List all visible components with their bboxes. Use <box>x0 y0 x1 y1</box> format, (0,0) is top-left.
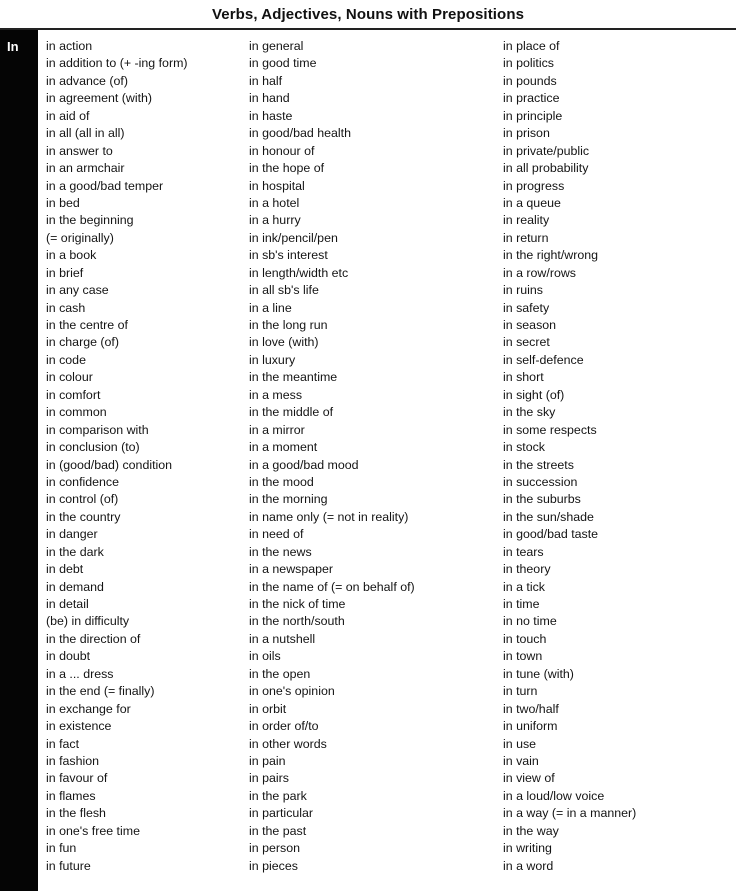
phrase-item: in stock <box>503 440 546 455</box>
phrase-item: in the beginning <box>46 213 134 228</box>
phrase-item: in danger <box>46 527 98 542</box>
phrase-item: in the park <box>249 788 307 803</box>
phrase-item: in tune (with) <box>503 666 574 681</box>
phrase-item: in the past <box>249 823 307 838</box>
phrase-item: in all probability <box>503 161 589 176</box>
phrase-item: in pairs <box>249 771 289 786</box>
phrase-item: in debt <box>46 562 84 577</box>
phrase-item: in the news <box>249 544 312 559</box>
phrase-item: in succession <box>503 474 578 489</box>
phrase-item: in colour <box>46 370 93 385</box>
phrase-item: in love (with) <box>249 335 319 350</box>
phrase-item: in the end (= finally) <box>46 684 155 699</box>
phrase-item: in politics <box>503 56 554 71</box>
phrase-item: in any case <box>46 283 109 298</box>
phrase-item: in a moment <box>249 440 318 455</box>
phrase-item: in touch <box>503 631 547 646</box>
phrase-item: in self-defence <box>503 352 584 367</box>
phrase-item: in fact <box>46 736 80 751</box>
phrase-item: in future <box>46 858 91 873</box>
phrase-item: in time <box>503 597 540 611</box>
phrase-item: in place of <box>503 39 560 53</box>
phrase-item: in detail <box>46 597 89 611</box>
phrase-item: in flames <box>46 788 96 803</box>
phrase-item: (be) in difficulty <box>46 614 130 629</box>
phrase-item: in secret <box>503 335 550 350</box>
phrase-item: in good time <box>249 56 317 71</box>
phrase-item: in the sun/shade <box>503 509 594 524</box>
phrase-item: in code <box>46 352 86 367</box>
phrase-item: in season <box>503 318 557 332</box>
phrase-item: in person <box>249 841 300 856</box>
phrase-item: in the hope of <box>249 161 325 176</box>
phrase-item: in hospital <box>249 178 305 193</box>
phrase-item: in pounds <box>503 73 557 88</box>
phrase-item: in charge (of) <box>46 335 120 350</box>
phrase-item: in action <box>46 39 93 53</box>
phrase-item: in the suburbs <box>503 492 581 507</box>
title-bar <box>0 0 736 30</box>
phrase-item: in comfort <box>46 387 101 402</box>
phrase-item: in safety <box>503 300 550 315</box>
phrase-item: in control (of) <box>46 492 119 507</box>
phrase-item: in good/bad health <box>249 126 351 141</box>
phrase-item: in the way <box>503 823 559 838</box>
phrase-item: in the morning <box>249 492 328 507</box>
phrase-item: in cash <box>46 300 86 315</box>
phrase-item: in the country <box>46 509 121 524</box>
phrase-item: in turn <box>503 684 538 699</box>
phrase-item: in advance (of) <box>46 73 128 88</box>
phrase-item: in aid of <box>46 108 90 123</box>
phrase-item: in a word <box>503 858 554 873</box>
phrase-item: (= originally) <box>46 230 114 245</box>
phrase-item: in a line <box>249 300 292 315</box>
phrase-item: in sight (of) <box>503 387 565 402</box>
phrase-item: in private/public <box>503 143 590 158</box>
phrase-item: in a ... dress <box>46 666 114 681</box>
phrase-item: in comparison with <box>46 422 149 437</box>
phrase-item: in honour of <box>249 143 315 158</box>
phrase-item: in a loud/low voice <box>503 788 605 803</box>
phrase-item: in conclusion (to) <box>46 440 140 455</box>
phrase-item: in existence <box>46 719 112 734</box>
phrase-item: in the name of (= on behalf of) <box>249 579 415 594</box>
phrase-item: in bed <box>46 195 80 210</box>
phrase-item: in fun <box>46 841 77 856</box>
phrase-item: in the dark <box>46 544 104 559</box>
phrase-column-3 <box>503 38 636 875</box>
phrase-item: in reality <box>503 213 550 228</box>
phrase-item: in prison <box>503 126 550 141</box>
phrase-item: in pain <box>249 753 286 768</box>
phrase-item: in luxury <box>249 352 296 367</box>
phrase-item: in fashion <box>46 753 100 768</box>
phrase-item: in a queue <box>503 195 561 210</box>
phrase-item: in the long run <box>249 318 328 332</box>
phrase-item: in two/half <box>503 701 559 716</box>
phrase-item: in theory <box>503 562 551 577</box>
phrase-item: in all (all in all) <box>46 126 125 141</box>
phrase-item: in an armchair <box>46 161 125 176</box>
phrase-item: in favour of <box>46 771 108 786</box>
phrase-item: in the flesh <box>46 806 106 821</box>
phrase-item: in a mirror <box>249 422 305 437</box>
phrase-item: in view of <box>503 771 555 786</box>
phrase-item: in some respects <box>503 422 597 437</box>
phrase-item: in ruins <box>503 283 543 298</box>
phrase-item: in need of <box>249 527 304 542</box>
phrase-item: in sb's interest <box>249 248 328 263</box>
phrase-item: in the direction of <box>46 631 141 646</box>
phrase-item: in town <box>503 649 543 664</box>
phrase-item: in uniform <box>503 719 558 734</box>
phrase-item: in exchange for <box>46 701 131 716</box>
phrase-item: in ink/pencil/pen <box>249 230 338 245</box>
section-label: In <box>7 39 19 54</box>
phrase-item: in no time <box>503 614 557 629</box>
phrase-item: in tears <box>503 544 544 559</box>
phrase-item: in (good/bad) condition <box>46 457 173 472</box>
phrase-item: in the streets <box>503 457 574 472</box>
phrase-item: in the meantime <box>249 370 338 385</box>
phrase-item: in the north/south <box>249 614 345 629</box>
phrase-item: in half <box>249 73 283 88</box>
phrase-item: in haste <box>249 108 293 123</box>
phrase-item: in addition to (+ -ing form) <box>46 56 188 71</box>
phrase-item: in the mood <box>249 474 314 489</box>
phrase-item: in writing <box>503 841 552 856</box>
phrase-item: in a mess <box>249 387 303 402</box>
phrase-item: in vain <box>503 753 539 768</box>
phrase-item: in the open <box>249 666 311 681</box>
phrase-item: in a book <box>46 248 97 263</box>
phrase-item: in a nutshell <box>249 631 316 646</box>
phrase-item: in one's opinion <box>249 684 335 699</box>
phrase-item: in practice <box>503 91 560 106</box>
phrase-item: in general <box>249 39 304 53</box>
phrase-item: in a good/bad temper <box>46 178 164 193</box>
phrase-item: in a hurry <box>249 213 301 228</box>
phrase-item: in a newspaper <box>249 562 334 577</box>
phrase-item: in common <box>46 405 107 420</box>
section-band <box>0 30 38 891</box>
phrase-item: in the sky <box>503 405 556 420</box>
phrase-item: in good/bad taste <box>503 527 599 542</box>
phrase-item: in orbit <box>249 701 287 716</box>
page-title: Verbs, Adjectives, Nouns with Prepositions <box>211 5 525 23</box>
phrase-item: in principle <box>503 108 563 123</box>
phrase-item: in oils <box>249 649 281 664</box>
phrase-item: in the middle of <box>249 405 334 420</box>
phrase-column-1 <box>46 38 188 875</box>
phrase-item: in a good/bad mood <box>249 457 359 472</box>
phrase-item: in pieces <box>249 858 298 873</box>
phrase-item: in doubt <box>46 649 91 664</box>
phrase-item: in a tick <box>503 579 546 594</box>
phrase-item: in use <box>503 736 537 751</box>
phrase-item: in the centre of <box>46 318 128 332</box>
phrase-item: in one's free time <box>46 823 140 838</box>
phrase-item: in particular <box>249 806 314 821</box>
phrase-item: in a way (= in a manner) <box>503 806 637 821</box>
phrase-item: in order of/to <box>249 719 319 734</box>
phrase-item: in a hotel <box>249 195 300 210</box>
phrase-item: in agreement (with) <box>46 91 153 106</box>
phrase-item: in answer to <box>46 143 113 158</box>
phrase-item: in demand <box>46 579 104 594</box>
phrase-item: in hand <box>249 91 290 106</box>
phrase-item: in progress <box>503 178 565 193</box>
phrase-column-2 <box>249 38 415 875</box>
phrase-item: in all sb's life <box>249 283 319 298</box>
phrase-item: in return <box>503 230 549 245</box>
phrase-item: in brief <box>46 265 84 280</box>
phrase-item: in name only (= not in reality) <box>249 509 409 524</box>
phrase-item: in other words <box>249 736 327 751</box>
phrase-item: in length/width etc <box>249 265 349 280</box>
phrase-item: in short <box>503 370 544 385</box>
phrase-item: in a row/rows <box>503 265 576 280</box>
phrase-item: in confidence <box>46 474 120 489</box>
phrase-item: in the nick of time <box>249 597 346 611</box>
phrase-item: in the right/wrong <box>503 248 599 263</box>
